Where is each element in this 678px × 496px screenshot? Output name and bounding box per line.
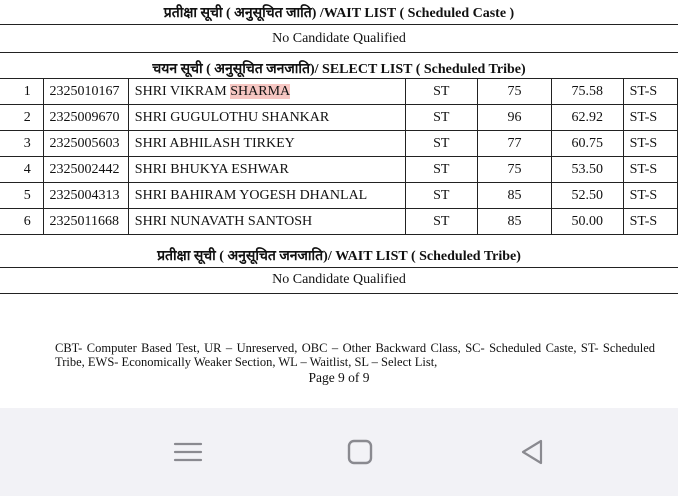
marks-cell: 85 xyxy=(477,209,551,235)
marks-cell: 75 xyxy=(477,79,551,105)
roll-number-cell: 2325010167 xyxy=(43,79,128,105)
marks-cell: 75 xyxy=(477,157,551,183)
st-select-list-header: चयन सूची ( अनुसूचित जनजाति)/ SELECT LIST ( Scheduled Tribe) xyxy=(152,62,526,77)
score-cell: 60.75 xyxy=(551,131,623,157)
divider xyxy=(0,293,678,294)
st-select-list-table xyxy=(0,78,678,235)
recents-icon xyxy=(173,437,203,467)
candidate-name-cell xyxy=(128,157,405,183)
marks-cell: 85 xyxy=(477,183,551,209)
category-cell: ST xyxy=(405,157,477,183)
candidate-name-cell xyxy=(128,131,405,157)
list-status-cell: ST-S xyxy=(623,209,677,235)
table-row xyxy=(0,105,678,131)
table-row xyxy=(0,131,678,157)
candidate-name-cell xyxy=(128,183,405,209)
serial-number-cell: 4 xyxy=(0,157,43,183)
divider xyxy=(0,52,678,53)
category-cell: ST xyxy=(405,183,477,209)
score-cell: 62.92 xyxy=(551,105,623,131)
candidate-name: SHRI BHUKYA ESHWAR xyxy=(134,161,289,177)
candidate-name-cell xyxy=(128,105,405,131)
roll-number-cell: 2325005603 xyxy=(43,131,128,157)
android-navigation-bar xyxy=(0,408,678,496)
home-icon xyxy=(345,437,375,467)
recents-button[interactable] xyxy=(158,430,218,474)
score-cell: 75.58 xyxy=(551,79,623,105)
back-icon xyxy=(517,437,547,467)
candidate-name: SHRI BAHIRAM YOGESH DHANLAL xyxy=(134,187,368,203)
roll-number-cell: 2325009670 xyxy=(43,105,128,131)
list-status-cell: ST-S xyxy=(623,105,677,131)
list-status-cell: ST-S xyxy=(623,183,677,209)
score-cell: 52.50 xyxy=(551,183,623,209)
serial-number-cell: 3 xyxy=(0,131,43,157)
sc-wait-list-message: No Candidate Qualified xyxy=(272,31,406,46)
serial-number-cell: 2 xyxy=(0,105,43,131)
marks-cell: 77 xyxy=(477,131,551,157)
category-cell: ST xyxy=(405,131,477,157)
st-wait-list-header: प्रतीक्षा सूची ( अनुसूचित जनजाति)/ WAIT LIST ( Scheduled Tribe) xyxy=(157,249,521,264)
candidate-name: SHRI VIKRAM xyxy=(134,83,231,99)
divider xyxy=(0,267,678,268)
abbreviations-footnote: CBT- Computer Based Test, UR – Unreserved, OBC – Other Backward Class, SC- Scheduled Caste, ST- Scheduled Tribe, EWS- Economically Weaker Section, WL – Waitlist, SL – Select List, xyxy=(55,341,655,369)
category-cell: ST xyxy=(405,79,477,105)
serial-number-cell: 5 xyxy=(0,183,43,209)
marks-cell: 96 xyxy=(477,105,551,131)
search-highlight: SHARMA xyxy=(230,83,291,99)
candidate-name: SHRI GUGULOTHU SHANKAR xyxy=(134,109,330,125)
category-cell: ST xyxy=(405,209,477,235)
candidate-name-cell xyxy=(128,209,405,235)
candidate-name: SHRI ABHILASH TIRKEY xyxy=(134,135,295,151)
page-number: Page 9 of 9 xyxy=(308,370,370,385)
score-cell: 50.00 xyxy=(551,209,623,235)
divider xyxy=(0,24,678,25)
table-row xyxy=(0,209,678,235)
table-row xyxy=(0,79,678,105)
roll-number-cell: 2325004313 xyxy=(43,183,128,209)
category-cell: ST xyxy=(405,105,477,131)
list-status-cell: ST-S xyxy=(623,79,677,105)
list-status-cell: ST-S xyxy=(623,157,677,183)
home-button[interactable] xyxy=(330,430,390,474)
list-status-cell: ST-S xyxy=(623,131,677,157)
table-row xyxy=(0,157,678,183)
roll-number-cell: 2325002442 xyxy=(43,157,128,183)
candidate-name-cell xyxy=(128,79,405,105)
table-row xyxy=(0,183,678,209)
serial-number-cell: 1 xyxy=(0,79,43,105)
sc-wait-list-header: प्रतीक्षा सूची ( अनुसूचित जाति) /WAIT LIST ( Scheduled Caste ) xyxy=(163,6,515,21)
serial-number-cell: 6 xyxy=(0,209,43,235)
candidate-name: SHRI NUNAVATH SANTOSH xyxy=(134,213,313,229)
st-wait-list-message: No Candidate Qualified xyxy=(272,272,406,287)
back-button[interactable] xyxy=(502,430,562,474)
score-cell: 53.50 xyxy=(551,157,623,183)
roll-number-cell: 2325011668 xyxy=(43,209,128,235)
